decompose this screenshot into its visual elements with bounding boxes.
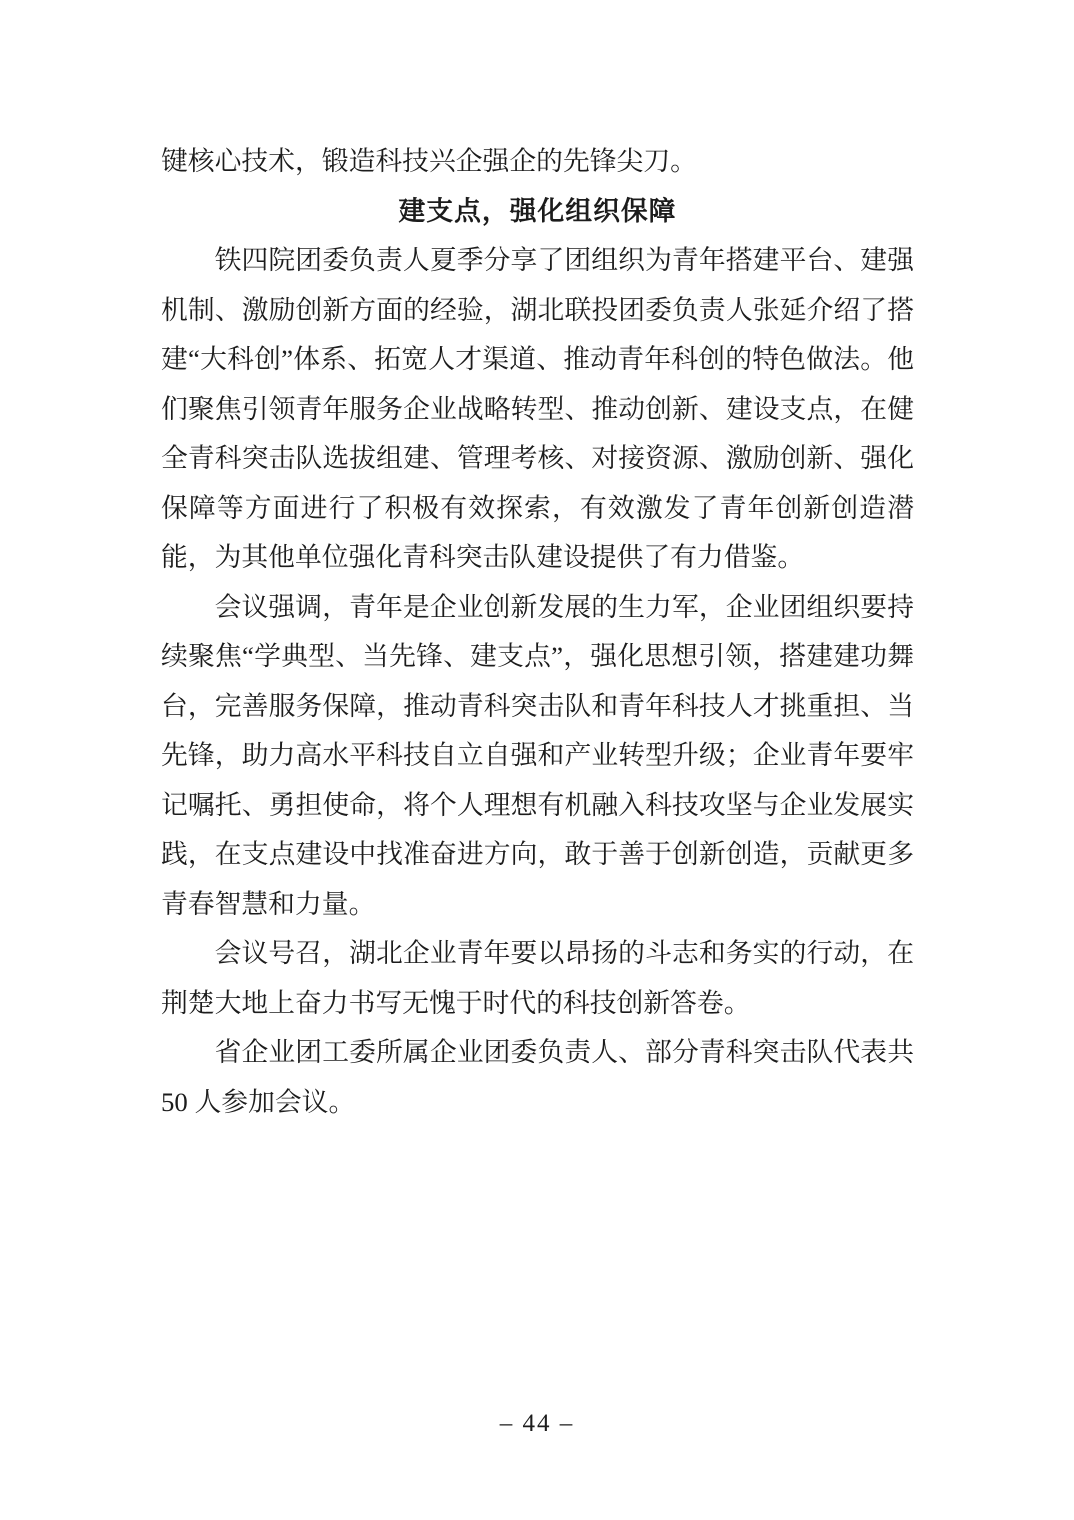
paragraph-1: 铁四院团委负责人夏季分享了团组织为青年搭建平台、建强机制、激励创新方面的经验，湖北联投团委负责人张延介绍了搭建“大科创”体系、拓宽人才渠道、推动青年科创的特色做法。他们聚焦引领青年服务企业战略转型、推动创新、建设支点，在健全青科突击队选拔组建、管理考核、对接资源、激励创新、强化保障等方面进行了积极有效探索，有效激发了青年创新创造潜能，为其他单位强化青科突击队建设提供了有力借鉴。 [161, 245, 914, 572]
document-body [161, 137, 914, 1127]
continuation-line: 键核心技术，锻造科技兴企强企的先锋尖刀。 [161, 146, 697, 176]
section-heading: 建支点，强化组织保障 [398, 195, 677, 226]
page-number: – 44 – [499, 1410, 575, 1437]
paragraph-4: 省企业团工委所属企业团委负责人、部分青科突击队代表共50 人参加会议。 [161, 1037, 914, 1117]
paragraph-3: 会议号召，湖北企业青年要以昂扬的斗志和务实的行动，在荆楚大地上奋力书写无愧于时代的科技创新答卷。 [161, 938, 914, 1018]
paragraph-2: 会议强调，青年是企业创新发展的生力军，企业团组织要持续聚焦“学典型、当先锋、建支点”，强化思想引领，搭建建功舞台，完善服务保障，推动青科突击队和青年科技人才挑重担、当先锋，助力高水平科技自立自强和产业转型升级；企业青年要牢记嘱托、勇担使命，将个人理想有机融入科技攻坚与企业发展实践，在支点建设中找准奋进方向，敢于善于创新创造，贡献更多青春智慧和力量。 [161, 591, 914, 919]
